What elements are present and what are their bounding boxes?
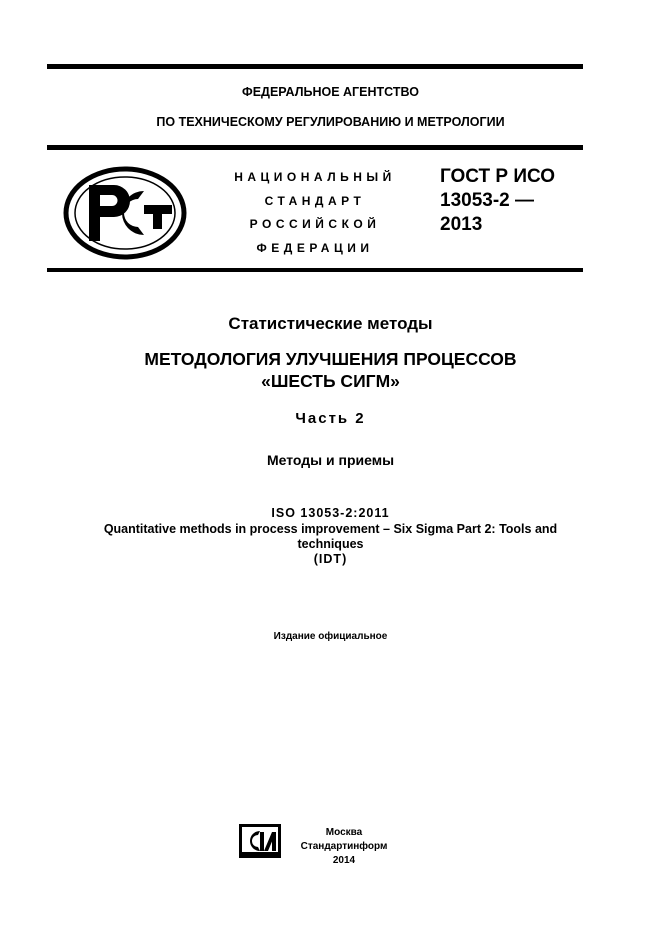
main-title-line-1: МЕТОДОЛОГИЯ УЛУЧШЕНИЯ ПРОЦЕССОВ xyxy=(144,349,517,369)
agency-rule xyxy=(47,145,583,150)
standard-rule xyxy=(47,268,583,272)
national-line-1: НАЦИОНАЛЬНЫЙ xyxy=(234,170,396,184)
publisher-name: Стандартинформ xyxy=(300,841,388,852)
standartinform-logo-icon xyxy=(238,823,282,859)
iso-number: ISO 13053-2:2011 xyxy=(271,506,390,520)
edition-label: Издание официальное xyxy=(273,631,388,642)
national-line-2: СТАНДАРТ xyxy=(264,194,366,208)
gost-designation-line-1: ГОСТ Р ИСО xyxy=(440,166,556,187)
general-title: Статистические методы xyxy=(228,314,433,333)
main-title-line-2: «ШЕСТЬ СИГМ» xyxy=(261,371,400,391)
rst-circle-logo xyxy=(62,165,190,261)
subtitle: Методы и приемы xyxy=(266,452,395,468)
top-rule xyxy=(47,64,583,69)
iso-title-line-1: Quantitative methods in process improvement – Six Sigma Part 2: Tools and xyxy=(103,522,558,536)
iso-title-line-2: techniques xyxy=(297,537,364,551)
agency-line-2: ПО ТЕХНИЧЕСКОМУ РЕГУЛИРОВАНИЮ И МЕТРОЛОГИИ xyxy=(156,115,505,129)
national-line-3: РОССИЙСКОЙ xyxy=(249,217,381,231)
national-line-4: ФЕДЕРАЦИИ xyxy=(256,241,374,255)
agency-line-1: ФЕДЕРАЛЬНОЕ АГЕНТСТВО xyxy=(242,85,419,99)
rst-logo-icon xyxy=(62,165,190,261)
standartinform-logo xyxy=(238,823,282,859)
gost-designation-line-2: 13053-2 — xyxy=(440,190,535,211)
publisher-city: Москва xyxy=(325,827,363,838)
gost-designation-line-3: 2013 xyxy=(440,214,483,235)
part-title: Часть 2 xyxy=(295,410,366,427)
iso-equivalence: (IDT) xyxy=(313,552,348,566)
publisher-year: 2014 xyxy=(332,855,356,866)
